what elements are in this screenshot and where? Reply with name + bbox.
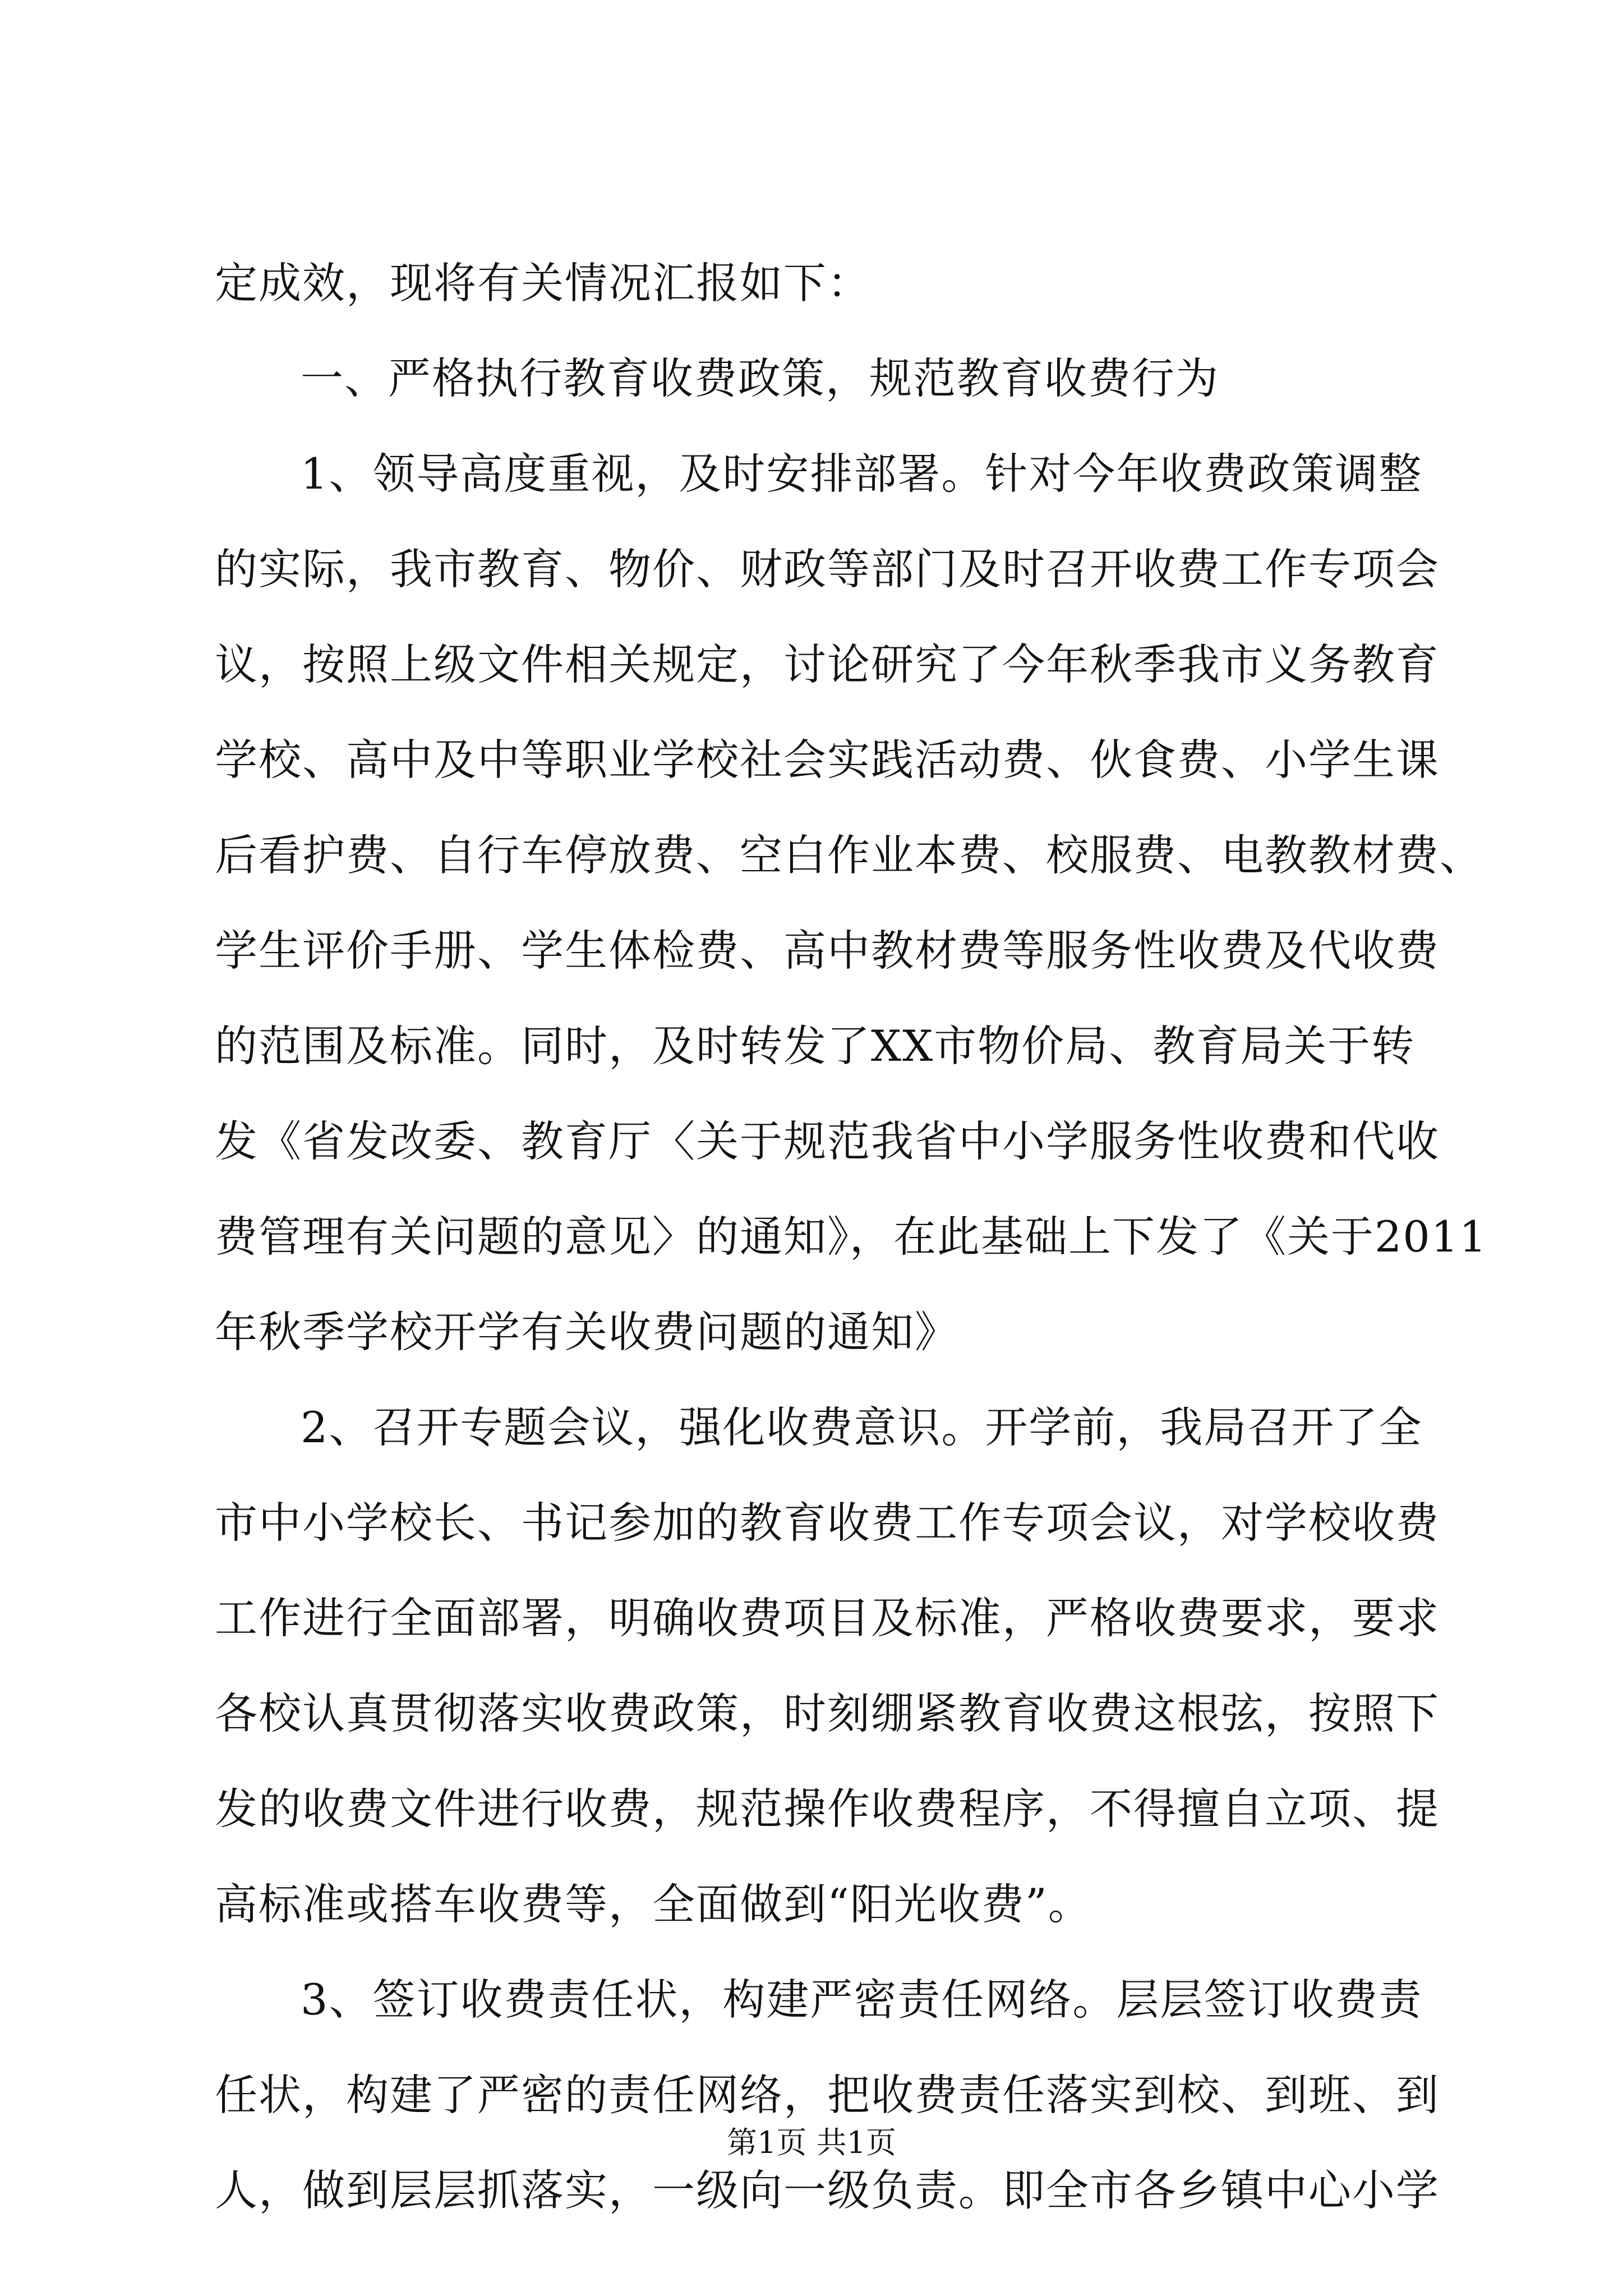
text-line: 发的收费文件进行收费，规范操作收费程序，不得擅自立项、提 xyxy=(215,1784,1440,1834)
text-line: 2、召开专题会议，强化收费意识。开学前，我局召开了全 xyxy=(301,1402,1423,1452)
text-line: 费管理有关问题的意见〉的通知》，在此基础上下发了《关于2011 xyxy=(215,1212,1488,1262)
text-line: 年秋季学校开学有关收费问题的通知》 xyxy=(215,1307,958,1357)
document-body xyxy=(215,236,1488,2238)
text-line: 市中小学校长、书记参加的教育收费工作专项会议，对学校收费 xyxy=(215,1498,1440,1548)
text-line: 的范围及标准。同时，及时转发了XX市物价局、教育局关于转 xyxy=(215,1021,1415,1071)
text-line: 高标准或搭车收费等，全面做到“阳光收费”。 xyxy=(215,1879,1092,1929)
text-line: 1、领导高度重视，及时安排部署。针对今年收费政策调整 xyxy=(301,449,1423,499)
text-line: 人，做到层层抓落实，一级向一级负责。即全市各乡镇中心小学 xyxy=(215,2165,1440,2215)
text-line: 工作进行全面部署，明确收费项目及标准，严格收费要求，要求 xyxy=(215,1593,1440,1643)
text-line: 任状，构建了严密的责任网络，把收费责任落实到校、到班、到 xyxy=(215,2070,1440,2120)
text-line: 学校、高中及中等职业学校社会实践活动费、伙食费、小学生课 xyxy=(215,735,1440,785)
page-footer xyxy=(0,2123,1623,2162)
text-line: 的实际，我市教育、物价、财政等部门及时召开收费工作专项会 xyxy=(215,544,1440,594)
text-line: 学生评价手册、学生体检费、高中教材费等服务性收费及代收费 xyxy=(215,926,1440,976)
text-line: 发《省发改委、教育厅〈关于规范我省中小学服务性收费和代收 xyxy=(215,1116,1440,1166)
text-line: 后看护费、自行车停放费、空白作业本费、校服费、电教教材费、 xyxy=(215,830,1483,880)
page-number-label: 第1页 共1页 xyxy=(727,2125,896,2160)
text-line: 各校认真贯彻落实收费政策，时刻绷紧教育收费这根弦，按照下 xyxy=(215,1688,1440,1738)
text-line: 3、签订收费责任状，构建严密责任网络。层层签订收费责 xyxy=(301,1975,1423,2024)
text-line: 定成效，现将有关情况汇报如下： xyxy=(215,258,871,308)
section-heading: 一、严格执行教育收费政策，规范教育收费行为 xyxy=(301,353,1219,403)
text-line: 议，按照上级文件相关规定，讨论研究了今年秋季我市义务教育 xyxy=(215,639,1440,689)
